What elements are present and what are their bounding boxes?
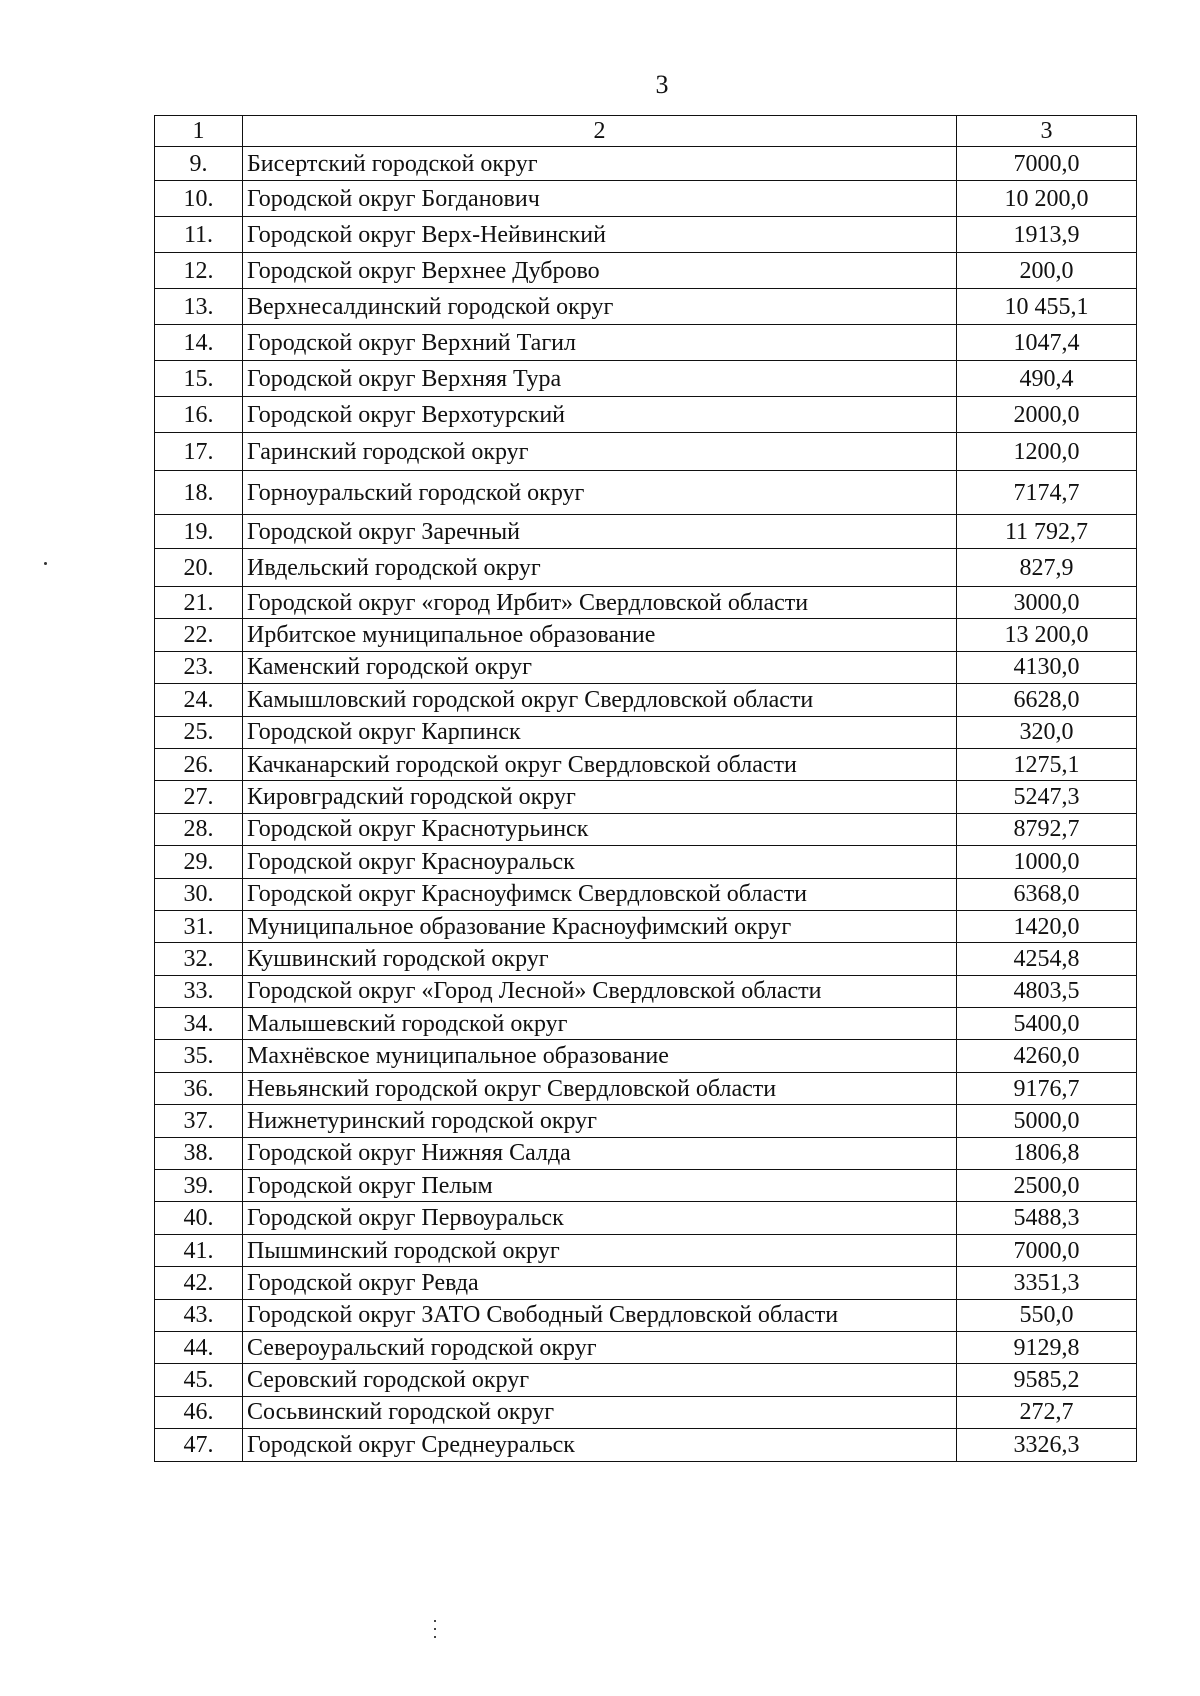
allocation-amount: 1806,8 bbox=[957, 1137, 1137, 1169]
municipality-name: Муниципальное образование Красноуфимский округ bbox=[243, 910, 957, 942]
table-row bbox=[155, 253, 1137, 289]
table-row bbox=[155, 325, 1137, 361]
municipality-name: Городской округ Богданович bbox=[243, 181, 957, 217]
table-row bbox=[155, 975, 1137, 1007]
allocation-amount: 5247,3 bbox=[957, 781, 1137, 813]
row-number: 15. bbox=[155, 361, 243, 397]
municipality-name: Североуральский городской округ bbox=[243, 1331, 957, 1363]
row-number: 10. bbox=[155, 181, 243, 217]
municipality-name: Пышминский городской округ bbox=[243, 1234, 957, 1266]
municipality-name: Городской округ Пелым bbox=[243, 1170, 957, 1202]
row-number: 14. bbox=[155, 325, 243, 361]
municipality-name: Сосьвинский городской округ bbox=[243, 1396, 957, 1428]
row-number: 42. bbox=[155, 1267, 243, 1299]
row-number: 45. bbox=[155, 1364, 243, 1396]
table-row bbox=[155, 943, 1137, 975]
row-number: 22. bbox=[155, 619, 243, 651]
row-number: 33. bbox=[155, 975, 243, 1007]
table-row bbox=[155, 289, 1137, 325]
row-number: 43. bbox=[155, 1299, 243, 1331]
municipality-name: Городской округ Среднеуральск bbox=[243, 1429, 957, 1461]
table-row bbox=[155, 1202, 1137, 1234]
allocation-amount: 7174,7 bbox=[957, 471, 1137, 515]
table-row bbox=[155, 1040, 1137, 1072]
municipality-name: Городской округ Заречный bbox=[243, 515, 957, 549]
table-row bbox=[155, 1299, 1137, 1331]
allocation-amount: 550,0 bbox=[957, 1299, 1137, 1331]
row-number: 34. bbox=[155, 1008, 243, 1040]
allocation-amount: 4803,5 bbox=[957, 975, 1137, 1007]
table-row bbox=[155, 1364, 1137, 1396]
municipality-name: Городской округ Нижняя Салда bbox=[243, 1137, 957, 1169]
table-row bbox=[155, 1170, 1137, 1202]
row-number: 38. bbox=[155, 1137, 243, 1169]
table-row bbox=[155, 1008, 1137, 1040]
allocation-amount: 827,9 bbox=[957, 549, 1137, 587]
allocation-amount: 7000,0 bbox=[957, 147, 1137, 181]
municipality-name: Городской округ Краснотурьинск bbox=[243, 813, 957, 845]
allocation-amount: 272,7 bbox=[957, 1396, 1137, 1428]
allocation-amount: 8792,7 bbox=[957, 813, 1137, 845]
allocation-amount: 200,0 bbox=[957, 253, 1137, 289]
municipality-name: Городской округ «Город Лесной» Свердловской области bbox=[243, 975, 957, 1007]
table-row bbox=[155, 433, 1137, 471]
table-row bbox=[155, 587, 1137, 619]
municipality-name: Городской округ Красноуфимск Свердловской области bbox=[243, 878, 957, 910]
allocation-amount: 1275,1 bbox=[957, 748, 1137, 780]
row-number: 32. bbox=[155, 943, 243, 975]
allocation-amount: 1420,0 bbox=[957, 910, 1137, 942]
column-header-amount: 3 bbox=[957, 116, 1137, 147]
table-row bbox=[155, 846, 1137, 878]
table-header bbox=[155, 116, 1137, 147]
table-row bbox=[155, 1331, 1137, 1363]
allocation-amount: 6628,0 bbox=[957, 684, 1137, 716]
table-row bbox=[155, 1267, 1137, 1299]
table-row bbox=[155, 716, 1137, 748]
table-row bbox=[155, 181, 1137, 217]
table-row bbox=[155, 1396, 1137, 1428]
row-number: 12. bbox=[155, 253, 243, 289]
municipality-name: Городской округ Красноуральск bbox=[243, 846, 957, 878]
allocation-amount: 7000,0 bbox=[957, 1234, 1137, 1266]
allocation-amount: 6368,0 bbox=[957, 878, 1137, 910]
municipality-name: Городской округ Ревда bbox=[243, 1267, 957, 1299]
allocation-amount: 3000,0 bbox=[957, 587, 1137, 619]
row-number: 44. bbox=[155, 1331, 243, 1363]
column-header-number: 1 bbox=[155, 116, 243, 147]
table-row bbox=[155, 1105, 1137, 1137]
row-number: 46. bbox=[155, 1396, 243, 1428]
allocation-amount: 5400,0 bbox=[957, 1008, 1137, 1040]
table-row bbox=[155, 1234, 1137, 1266]
row-number: 29. bbox=[155, 846, 243, 878]
municipality-name: Городской округ ЗАТО Свободный Свердловской области bbox=[243, 1299, 957, 1331]
allocation-amount: 9129,8 bbox=[957, 1331, 1137, 1363]
allocation-amount: 1913,9 bbox=[957, 217, 1137, 253]
municipality-name: Городской округ Верхнее Дуброво bbox=[243, 253, 957, 289]
municipality-name: Нижнетуринский городской округ bbox=[243, 1105, 957, 1137]
table-row bbox=[155, 813, 1137, 845]
municipality-name: Городской округ Карпинск bbox=[243, 716, 957, 748]
row-number: 25. bbox=[155, 716, 243, 748]
table-row bbox=[155, 748, 1137, 780]
allocation-amount: 13 200,0 bbox=[957, 619, 1137, 651]
municipality-name: Махнёвское муниципальное образование bbox=[243, 1040, 957, 1072]
municipality-name: Городской округ Первоуральск bbox=[243, 1202, 957, 1234]
row-number: 28. bbox=[155, 813, 243, 845]
municipality-name: Городской округ Верх-Нейвинский bbox=[243, 217, 957, 253]
allocation-amount: 2000,0 bbox=[957, 397, 1137, 433]
row-number: 40. bbox=[155, 1202, 243, 1234]
table-body bbox=[155, 147, 1137, 1462]
row-number: 37. bbox=[155, 1105, 243, 1137]
municipality-name: Кушвинский городской округ bbox=[243, 943, 957, 975]
row-number: 27. bbox=[155, 781, 243, 813]
municipality-name: Малышевский городской округ bbox=[243, 1008, 957, 1040]
table-row bbox=[155, 1072, 1137, 1104]
row-number: 24. bbox=[155, 684, 243, 716]
table-row bbox=[155, 910, 1137, 942]
allocation-amount: 9176,7 bbox=[957, 1072, 1137, 1104]
column-header-name: 2 bbox=[243, 116, 957, 147]
allocation-amount: 5488,3 bbox=[957, 1202, 1137, 1234]
allocation-amount: 4130,0 bbox=[957, 651, 1137, 683]
municipality-name: Каменский городской округ bbox=[243, 651, 957, 683]
row-number: 18. bbox=[155, 471, 243, 515]
table-row bbox=[155, 878, 1137, 910]
allocation-amount: 10 200,0 bbox=[957, 181, 1137, 217]
table-row bbox=[155, 1137, 1137, 1169]
allocation-amount: 9585,2 bbox=[957, 1364, 1137, 1396]
table-row bbox=[155, 515, 1137, 549]
row-number: 11. bbox=[155, 217, 243, 253]
scan-mark bbox=[434, 1620, 437, 1646]
table-row bbox=[155, 397, 1137, 433]
row-number: 41. bbox=[155, 1234, 243, 1266]
table-row bbox=[155, 361, 1137, 397]
table-row bbox=[155, 684, 1137, 716]
allocation-amount: 4260,0 bbox=[957, 1040, 1137, 1072]
municipality-name: Верхнесалдинский городской округ bbox=[243, 289, 957, 325]
municipality-name: Бисертский городской округ bbox=[243, 147, 957, 181]
municipality-name: Камышловский городской округ Свердловской области bbox=[243, 684, 957, 716]
table-row bbox=[155, 471, 1137, 515]
scan-speck bbox=[44, 562, 47, 565]
row-number: 39. bbox=[155, 1170, 243, 1202]
allocation-amount: 1047,4 bbox=[957, 325, 1137, 361]
row-number: 17. bbox=[155, 433, 243, 471]
table-row bbox=[155, 781, 1137, 813]
table-row bbox=[155, 549, 1137, 587]
row-number: 36. bbox=[155, 1072, 243, 1104]
allocation-amount: 2500,0 bbox=[957, 1170, 1137, 1202]
allocation-amount: 5000,0 bbox=[957, 1105, 1137, 1137]
row-number: 16. bbox=[155, 397, 243, 433]
page-number: 3 bbox=[655, 70, 669, 99]
municipality-name: Городской округ Верхняя Тура bbox=[243, 361, 957, 397]
allocation-amount: 1200,0 bbox=[957, 433, 1137, 471]
municipality-name: Серовский городской округ bbox=[243, 1364, 957, 1396]
municipality-name: Городской округ Верхний Тагил bbox=[243, 325, 957, 361]
allocation-amount: 3326,3 bbox=[957, 1429, 1137, 1461]
municipality-name: Невьянский городской округ Свердловской области bbox=[243, 1072, 957, 1104]
row-number: 19. bbox=[155, 515, 243, 549]
municipality-name: Качканарский городской округ Свердловской области bbox=[243, 748, 957, 780]
allocation-amount: 10 455,1 bbox=[957, 289, 1137, 325]
table-row bbox=[155, 217, 1137, 253]
row-number: 9. bbox=[155, 147, 243, 181]
allocation-amount: 1000,0 bbox=[957, 846, 1137, 878]
municipality-name: Городской округ Верхотурский bbox=[243, 397, 957, 433]
allocation-amount: 4254,8 bbox=[957, 943, 1137, 975]
allocation-amount: 11 792,7 bbox=[957, 515, 1137, 549]
municipality-name: Гаринский городской округ bbox=[243, 433, 957, 471]
row-number: 21. bbox=[155, 587, 243, 619]
row-number: 23. bbox=[155, 651, 243, 683]
municipality-name: Ирбитское муниципальное образование bbox=[243, 619, 957, 651]
municipality-name: Горноуральский городской округ bbox=[243, 471, 957, 515]
municipality-name: Городской округ «город Ирбит» Свердловской области bbox=[243, 587, 957, 619]
row-number: 13. bbox=[155, 289, 243, 325]
municipality-name: Ивдельский городской округ bbox=[243, 549, 957, 587]
municipality-name: Кировградский городской округ bbox=[243, 781, 957, 813]
table-row bbox=[155, 1429, 1137, 1461]
table-row bbox=[155, 619, 1137, 651]
allocation-amount: 3351,3 bbox=[957, 1267, 1137, 1299]
row-number: 20. bbox=[155, 549, 243, 587]
row-number: 30. bbox=[155, 878, 243, 910]
allocation-amount: 490,4 bbox=[957, 361, 1137, 397]
row-number: 47. bbox=[155, 1429, 243, 1461]
row-number: 31. bbox=[155, 910, 243, 942]
row-number: 26. bbox=[155, 748, 243, 780]
table-row bbox=[155, 651, 1137, 683]
row-number: 35. bbox=[155, 1040, 243, 1072]
allocation-amount: 320,0 bbox=[957, 716, 1137, 748]
table-row bbox=[155, 147, 1137, 181]
allocation-table bbox=[154, 115, 1137, 1462]
header-row bbox=[155, 116, 1137, 147]
